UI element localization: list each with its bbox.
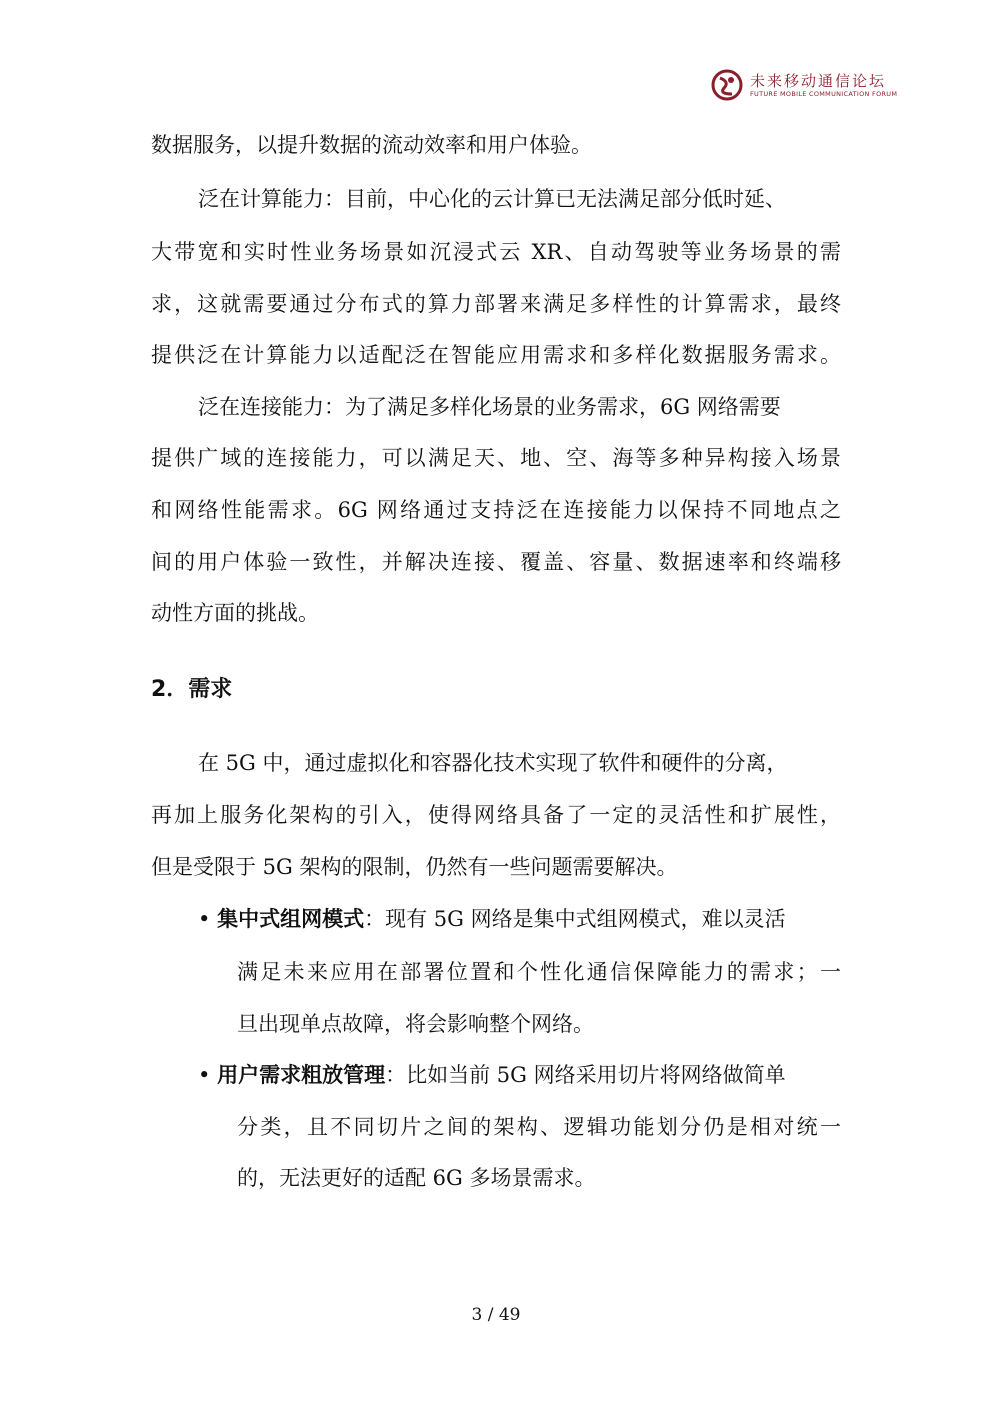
paragraph-line: 大带宽和实时性业务场景如沉浸式云 XR、自动驾驶等业务场景的需 <box>151 240 841 264</box>
logo-title-en: FUTURE MOBILE COMMUNICATION FORUM <box>750 90 898 98</box>
paragraph-line: 提供泛在计算能力以适配泛在智能应用需求和多样化数据服务需求。 <box>151 343 841 367</box>
section-heading: 2．需求 <box>151 677 233 702</box>
bullet-title: 用户需求粗放管理 <box>217 1063 386 1087</box>
forum-logo-icon <box>710 68 744 102</box>
paragraph-line: 在 5G 中，通过虚拟化和容器化技术实现了软件和硬件的分离， <box>198 751 788 775</box>
bullet-marker: • <box>198 1063 211 1087</box>
paragraph-line: 提供广域的连接能力，可以满足天、地、空、海等多种异构接入场景 <box>151 446 841 470</box>
paragraph-line: 动性方面的挑战。 <box>151 601 319 625</box>
paragraph-line: 数据服务，以提升数据的流动效率和用户体验。 <box>151 133 592 157</box>
logo-title-cn: 未来移动通信论坛 <box>750 72 887 90</box>
bullet-title: 集中式组网模式 <box>217 907 365 931</box>
paragraph-line: 和网络性能需求。6G 网络通过支持泛在连接能力以保持不同地点之 <box>151 498 841 522</box>
bullet-marker: • <box>198 907 211 931</box>
paragraph-line: 间的用户体验一致性，并解决连接、覆盖、容量、数据速率和终端移 <box>151 550 841 574</box>
page-number: 3 / 49 <box>471 1305 521 1325</box>
paragraph-line: 求，这就需要通过分布式的算力部署来满足多样性的计算需求，最终 <box>151 292 841 316</box>
paragraph-line: 但是受限于 5G 架构的限制，仍然有一些问题需要解决。 <box>151 855 678 879</box>
bullet-text: ：现有 5G 网络是集中式组网模式，难以灵活 <box>364 907 786 931</box>
bullet-item <box>198 904 786 934</box>
bullet-line: 的，无法更好的适配 6G 多场景需求。 <box>237 1166 596 1190</box>
bullet-item <box>198 1060 786 1090</box>
paragraph-line: 泛在计算能力：目前，中心化的云计算已无法满足部分低时延、 <box>198 187 786 211</box>
bullet-line: 旦出现单点故障，将会影响整个网络。 <box>237 1012 594 1036</box>
bullet-line: 分类，且不同切片之间的架构、逻辑功能划分仍是相对统一 <box>237 1115 841 1139</box>
bullet-text: ：比如当前 5G 网络采用切片将网络做简单 <box>385 1063 786 1087</box>
paragraph-line: 泛在连接能力：为了满足多样化场景的业务需求，6G 网络需要 <box>198 395 781 419</box>
forum-logo <box>710 68 900 102</box>
paragraph-line: 再加上服务化架构的引入，使得网络具备了一定的灵活性和扩展性， <box>151 803 841 827</box>
bullet-line: 满足未来应用在部署位置和个性化通信保障能力的需求；一 <box>237 960 841 984</box>
